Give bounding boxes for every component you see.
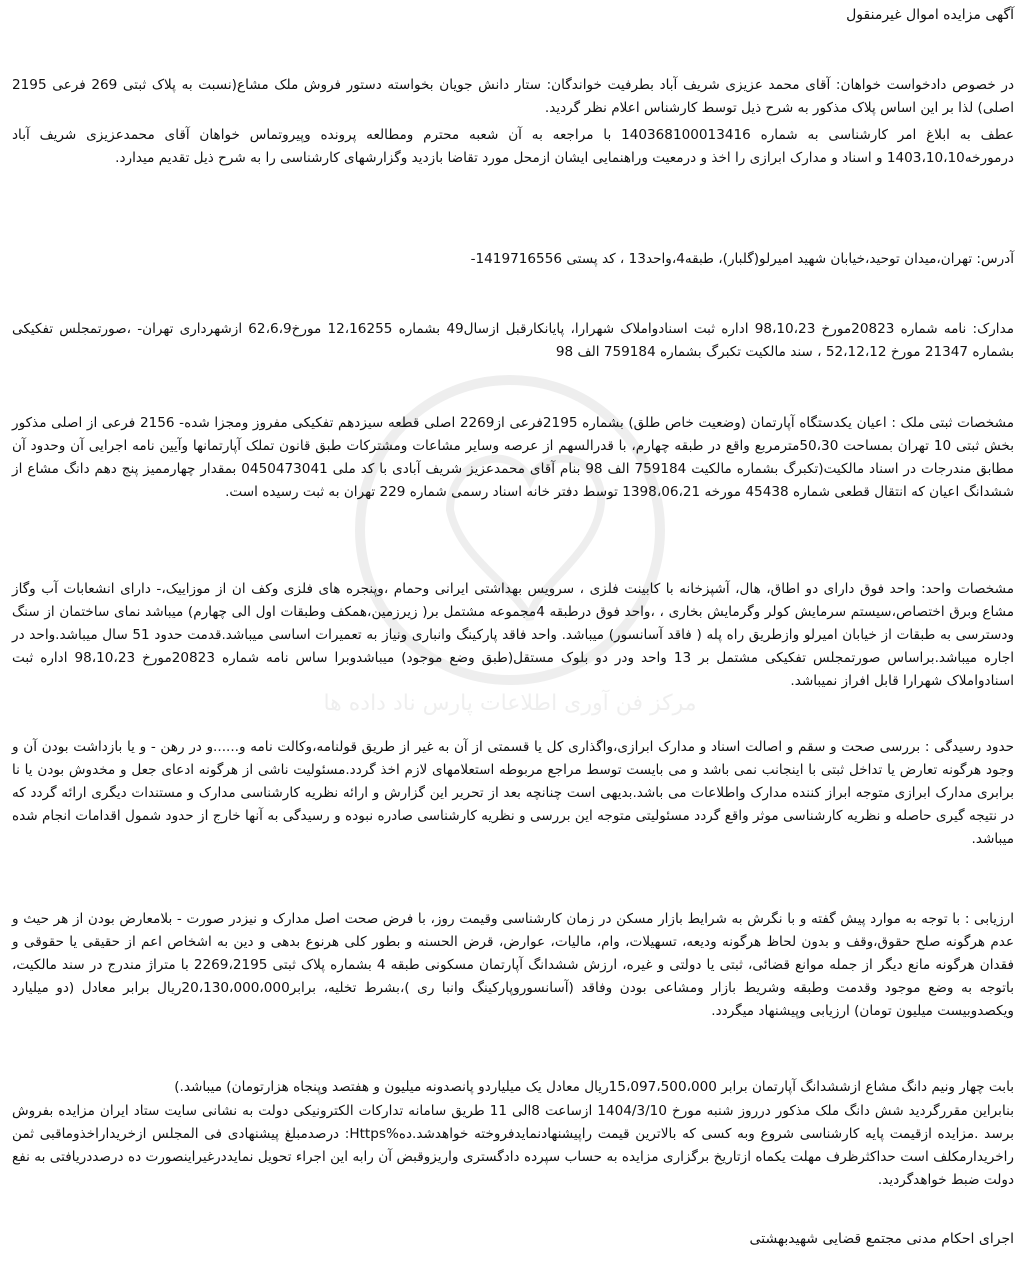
signature: اجرای احکام مدنی مجتمع قضایی شهیدبهشتی bbox=[749, 1231, 1014, 1247]
paragraph-auction-terms: بنابراین مقررگردید شش دانگ ملک مذکور درروز شنبه مورخ 1404/3/10 ازساعت 8الی 11 طریق سامانه تدارکات الکترونیکی دولت به نشانی سایت ستاد ایران مزایده بفروش برسد .مزایده ازقیمت پایه کارشناسی شروع وبه کسی که بالاترین قیمت راپیشنهادنمایدفروخته خواهدشد.ده%Https: درصدمبلغ پیشنهادی فی المجلس ازخریداراخذوماقبی ثمن راخریدارمکلف است حداکثرظرف مهلت یکماه ازتاریخ برگزاری مزایده به حساب سپرده دادگستری واریزوقبض آن رابه این اجراء تحویل نمایددرغیراینصورت ده درصددریافتی به نفع دولت ضبط خواهدگردید. bbox=[12, 1103, 1014, 1188]
svg-text:مرکز فن آوری اطلاعات پارس ناد: مرکز فن آوری اطلاعات پارس ناد داده ها bbox=[323, 691, 697, 716]
paragraph-share-value: بابت چهار ونیم دانگ مشاع ازششدانگ آپارتمان برابر 15،097،500،000ریال معادل یک میلیاردو پانصدونه میلیون و هفتصد وپنجاه هزارتومان) میباشد.) bbox=[174, 1079, 1014, 1095]
paragraph-valuation: ارزیابی : با توجه به موارد پیش گفته و با نگرش به شرایط بازار مسکن در زمان کارشناسی وقیمت روز، با فرض صحت اصل مدارک و نیزدر صورت - بلامعارض بودن از هر حیث و عدم هرگونه صلح حقوق،وقف و بدون لحاظ هرگونه ودیعه، تسهیلات، وام، مالیات، عوارض، قرض الحسنه و بطور کلی هرنوع بدهی و دین به اشخاص اعم از حقیقی یا حقوقی و فقدان هرگونه مانع دیگر از جمله موانع قضائی، ثبتی یا دولتی و غیره، ارزش ششدانگ آپارتمان مسکونی طبقه 4 بشماره پلاک ثبتی 2269،2195 با متراژ مندرج در سند مالکیت، باتوجه به وضع موجود وقدمت وطبقه وشریط بازار ومشاعی بودن وفاقد (آسانسوروپارکینگ وانبا ری )،بشرط تخلیه، برابر20،130،000،000ریال برابر معادل (دو میلیارد ویکصدوبیست میلیون تومان) ارزیابی وپیشنهاد میگردد. bbox=[12, 911, 1015, 1019]
paragraph-scope: حدود رسیدگی : بررسی صحت و سقم و اصالت اسناد و مدارک ابرازی،واگذاری کل یا قسمتی از آن به غیر از طریق قولنامه،وکالت نامه و......و در رهن - و یا بازداشت بودن آن و وجود هرگونه تعارض یا تداخل ثبتی با اینجانب نمی باشد و می بایست توسط مراجع مربوطه استعلامهای لازم اخذ گردد.مسئولیت ناشی از هرگونه ادعای جعل و مخدوش بودن یا نا برابری مدارک ابرازی متوجه ابراز کننده مدارک واطلاعات می باشد.بدیهی است چنانچه بعد از تحریر این گزارش و ارائه نظریه کارشناسی مدارک و مستندات دیگری ارائه گردد که در نتیجه گیری حاصله و نظریه کارشناسی موثر واقع گردد مسئولیتی متوجه این بررسی و نظریه کارشناسی صادره نبوده و رسیدگی به آنها خارج از حدود شمول اقدامات انجام شده میباشد. bbox=[12, 739, 1014, 847]
paragraph-address: آدرس: تهران،میدان توحید،خیابان شهید امیرلو(گلبار)، طبقه4،واحد13 ، کد پستی 1419716556- bbox=[470, 251, 1014, 267]
paragraph-unit-specs: مشخصات واحد: واحد فوق دارای دو اطاق، هال، آشپزخانه با کابینت فلزی ، سرویس بهداشتی ایرانی وحمام ،وپنجره های فلزی وکف ان از موزاییک،- دارای انشعابات آب وگاز مشاع وبرق اختصاص،سیستم سرمایش کولر وگرمایش بخاری ، ،واحد فوق درطبقه 4مجموعه مشتمل بر( زیرزمین،همکف وطبقات اول الی چهارم) میباشد نمای ساختمان از سنگ ودسترسی به طبقات از خیابان امیرلو وازطریق راه پله ( فاقد آسانسور) میباشد. واحد فاقد پارکینگ وانباری ونیاز به تعمیرات اساسی میباشد.قدمت حدود 51 سال میباشد.واحد در اجاره میباشد.براساس صورتمجلس تفکیکی مشتمل بر 13 واحد ودر دو بلوک مستقل(طبق وضع موجود) میباشدوبرا ساس نامه شماره 20823مورخ 98،10،23 اداره ثبت اسنادواملاک شهرارا قابل افراز نمیباشد. bbox=[12, 581, 1015, 689]
paragraph-petition: در خصوص دادخواست خواهان: آقای محمد عزیزی شریف آباد بطرفیت خواندگان: ستار دانش جویان بخواسته دستور فروش ملک مشاع(نسبت به پلاک ثبتی 269 فرعی 2195 اصلی) لذا بر این اساس پلاک مذکور به شرح ذیل توسط کارشناس اعلام نظر گردید. bbox=[12, 77, 1014, 116]
notice-title: آگهی مزایده اموال غیرمنقول bbox=[846, 7, 1014, 23]
paragraph-documents: مدارک: نامه شماره 20823مورخ 98،10،23 اداره ثبت اسنادواملاک شهرارا، پایانکارقبل ازسال49 بشماره 12،16255 مورخ62،6،9 ازشهرداری تهران- ،صورتمجلس تفکیکی بشماره 21347 مورخ 52،12،12 ، سند مالکیت تکبرگ بشماره 759184 الف 98 bbox=[12, 321, 1014, 360]
paragraph-expert-referral: عطف به ابلاغ امر کارشناسی به شماره 140368100013416 با مراجعه به آن شعبه محترم ومطالعه پرونده وپیروتماس خواهان آقای محمدعزیزی شریف آباد درمورخه1403،10،10 و اسناد و مدارک ابرازی را اخذ و درمعیت وراهنمایی ایشان ازمحل مورد تقاضا بازدید وگزارشهای کارشناسی را به شرح ذیل تقدیم میدارد. bbox=[12, 127, 1014, 166]
paragraph-registration-specs: مشخصات ثبتی ملک : اعیان یکدستگاه آپارتمان (وضعیت خاص طلق) بشماره 2195فرعی از2269 اصلی قطعه سیزدهم تفکیکی مفروز ومجزا شده- 2156 فرعی از اصلی مذکور بخش ثبتی 10 تهران بمساحت 50،30مترمربع واقع در طبقه چهارم، با قدرالسهم از عرصه وسایر مشاعات ومشترکات طبق قانون تملک آپارتمانها وآیین نامه اجرایی آن وحدود آن مطابق مندرجات در اسناد مالکیت(تکبرگ بشماره مالکیت 759184 الف 98 بنام آقای محمدعزیز شریف آبادی با کد ملی 0450473041 بمقدار چهارممیز پنج دهم دانگ مشاع از ششدانگ اعیان که انتقال قطعی شماره 45438 مورخه 1398،06،21 توسط دفتر خانه اسناد رسمی شماره 229 تهران به ثبت رسیده است. bbox=[12, 415, 1014, 500]
